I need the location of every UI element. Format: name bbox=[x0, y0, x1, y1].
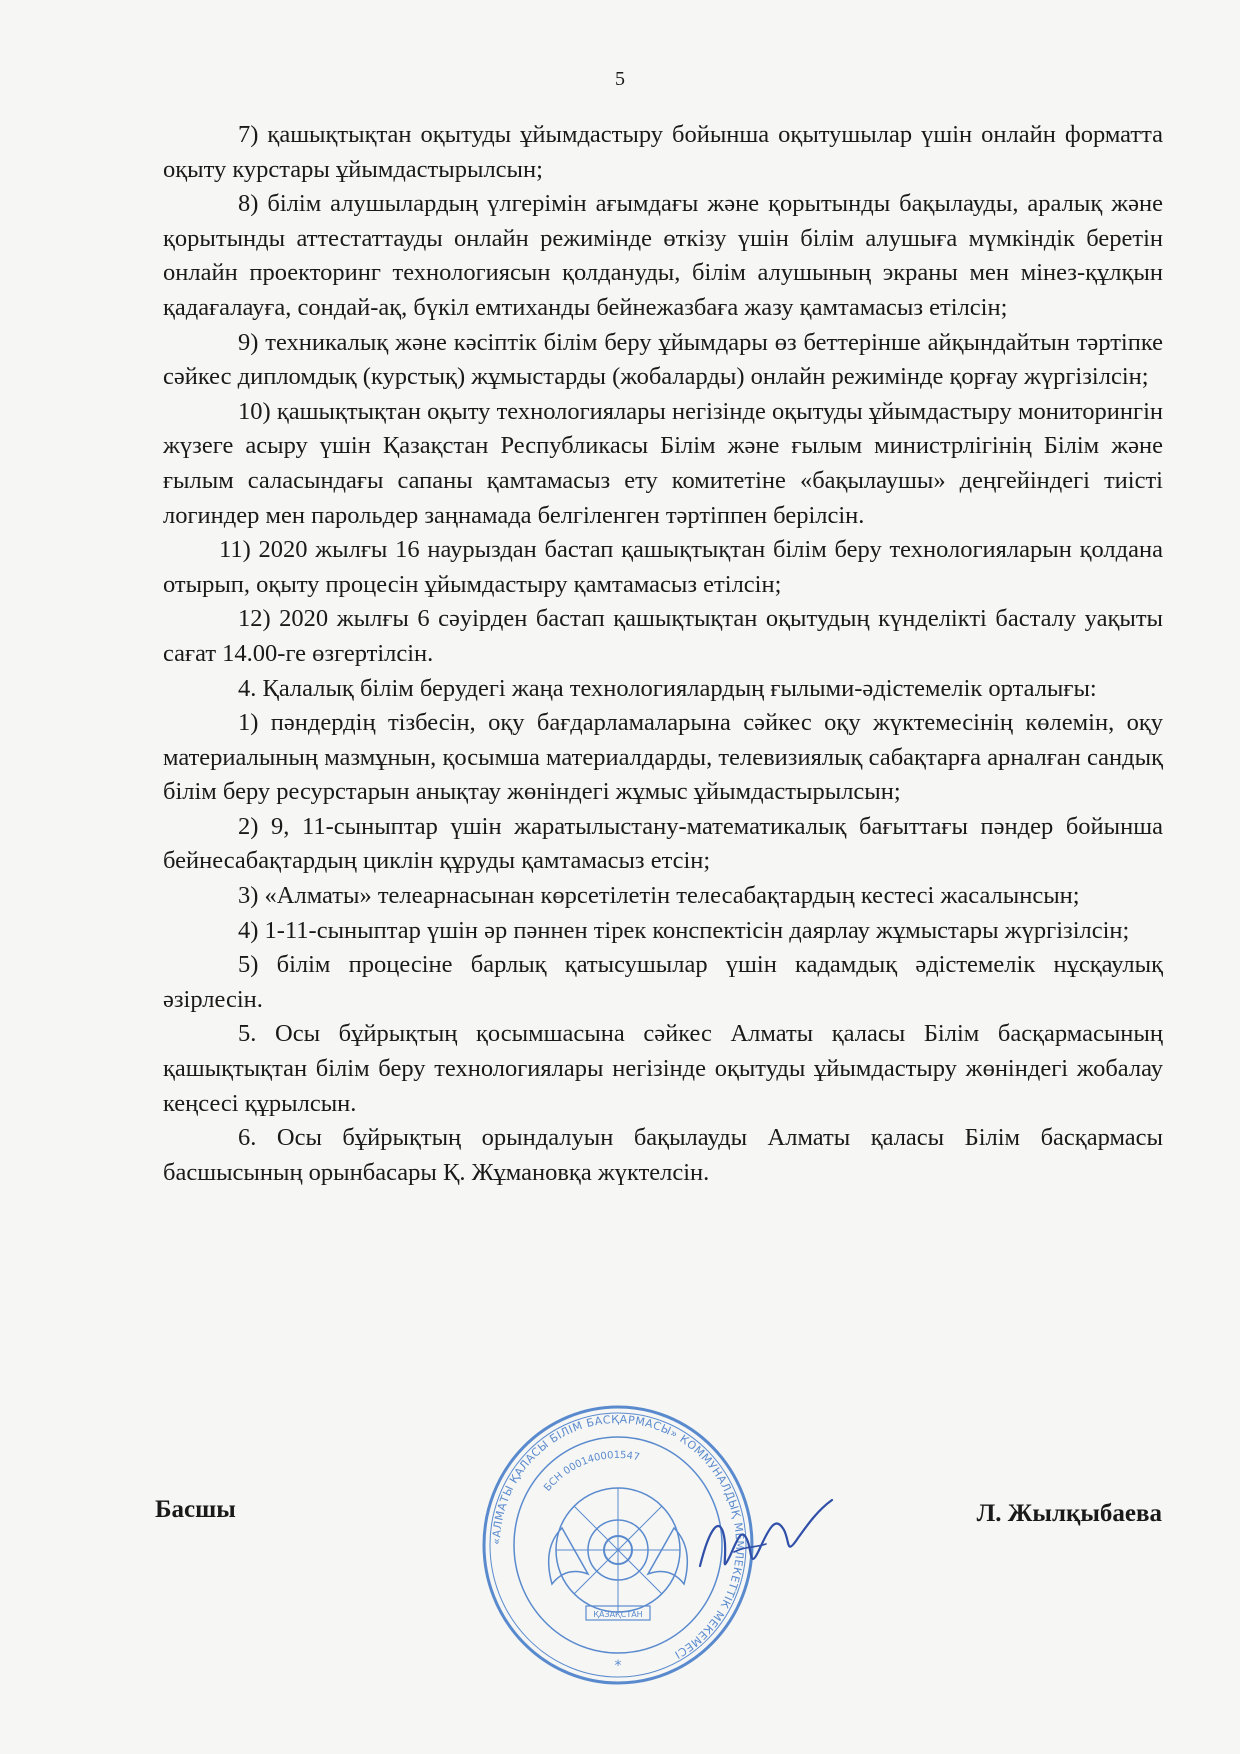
page-number: 5 bbox=[615, 68, 625, 90]
section-4-item-4: 4) 1-11-сыныптар үшін әр пәннен тірек конспектісін даярлау жұмыстары жүргізілсін; bbox=[238, 916, 1130, 944]
section-4-item-1: 1) пәндердің тізбесін, оқу бағдарламаларына сәйкес оқу жүктемесінің көлемін, оқу материалының мазмұнын, қосымша материалдарды, телевизиялық сабақтарға арналған сандық білім беру ресурстарын анықтау жөніндегі жұмыс ұйымдастырылсын; bbox=[163, 709, 1163, 806]
seal-bin-text: БСН 000140001547 bbox=[542, 1449, 641, 1494]
section-4-item-3: 3) «Алматы» телеарнасынан көрсетілетін телесабақтардың кестесі жасалынсын; bbox=[238, 882, 1080, 910]
signatory-title: Басшы bbox=[155, 1496, 236, 1523]
section-4-item-2: 2) 9, 11-сыныптар үшін жаратылыстану-математикалық бағыттағы пәндер бойынша бейнесабақтардың циклін құруды қамтамасыз етсін; bbox=[163, 812, 1163, 875]
section-6: 6. Осы бұйрықтың орындалуын бақылауды Алматы қаласы Білім басқармасы басшысының орынбасары Қ. Жұмановқа жүктелсін. bbox=[163, 1124, 1163, 1186]
paragraph-10: 10) қашықтықтан оқыту технологиялары негізінде оқытуды ұйымдастыру мониторингін жүзеге асыру үшін Қазақстан Республикасы Білім және ғылым министрлігінің Білім және ғылым саласындағы сапаны қамтамасыз ету комитетіне «бақылаушы» деңгейіндегі тиісті логиндер мен парольдер заңнамада белгіленген тәртіппен берілсін. bbox=[163, 397, 1163, 529]
seal-inner-label: ҚАЗАҚСТАН bbox=[593, 1610, 643, 1619]
seal-outer-text: «АЛМАТЫ ҚАЛАСЫ БІЛІМ БАСҚАРМАСЫ» КОММУНАЛДЫҚ МЕМЛЕКЕТТІК МЕКЕМЕСІ bbox=[489, 1412, 747, 1662]
paragraph-11: 11) 2020 жылғы 16 наурыздан бастап қашықтықтан білім беру технологияларын қолдана отырып, оқыту процесін ұйымдастыру қамтамасыз етілсін; bbox=[163, 536, 1163, 598]
paragraph-7: 7) қашықтықтан оқытуды ұйымдастыру бойынша оқытушылар үшін онлайн форматта оқыту курстары ұйымдастырылсын; bbox=[163, 121, 1163, 183]
paragraph-12: 12) 2020 жылғы 6 сәуірден бастап қашықтықтан оқытудың күнделікті басталу уақыты сағат 14.00-ге өзгертілсін. bbox=[163, 605, 1163, 667]
svg-text:*: * bbox=[614, 1658, 622, 1674]
document-body bbox=[163, 118, 1163, 1190]
section-5: 5. Осы бұйрықтың қосымшасына сәйкес Алматы қаласы Білім басқармасының қашықтықтан білім беру технологиялары негізінде оқытуды ұйымдастыру жөніндегі жобалау кеңсесі құрылсын. bbox=[163, 1020, 1163, 1117]
section-4-heading: 4. Қалалық білім берудегі жаңа технологиялардың ғылыми-әдістемелік орталығы: bbox=[238, 674, 1097, 702]
paragraph-9: 9) техникалық және кәсіптік білім беру ұйымдары өз беттерінше айқындайтын тәртіпке сәйкес дипломдық (курстық) жұмыстарды (жобаларды) онлайн режимінде қорғау жүргізілсін; bbox=[163, 328, 1163, 391]
handwritten-signature-icon bbox=[690, 1486, 840, 1586]
svg-text:БСН 000140001547 bbox=[542, 1450, 640, 1494]
paragraph-8: 8) білім алушылардың үлгерімін ағымдағы және қорытынды бақылауды, аралық және қорытынды аттестаттауды онлайн режимінде өткізу үшін білім алушыға мүмкіндік беретін онлайн проекторинг технологиясын қолдануды, білім алушының экраны мен мінез-құлқын қадағалауға, сондай-ақ, бүкіл емтиханды бейнежазбаға жазу қамтамасыз етілсін; bbox=[163, 190, 1163, 321]
section-4-item-5: 5) білім процесіне барлық қатысушылар үшін кадамдық әдістемелік нұсқаулық әзірлесін. bbox=[163, 951, 1163, 1013]
signatory-name: Л. Жылқыбаева bbox=[976, 1500, 1162, 1527]
